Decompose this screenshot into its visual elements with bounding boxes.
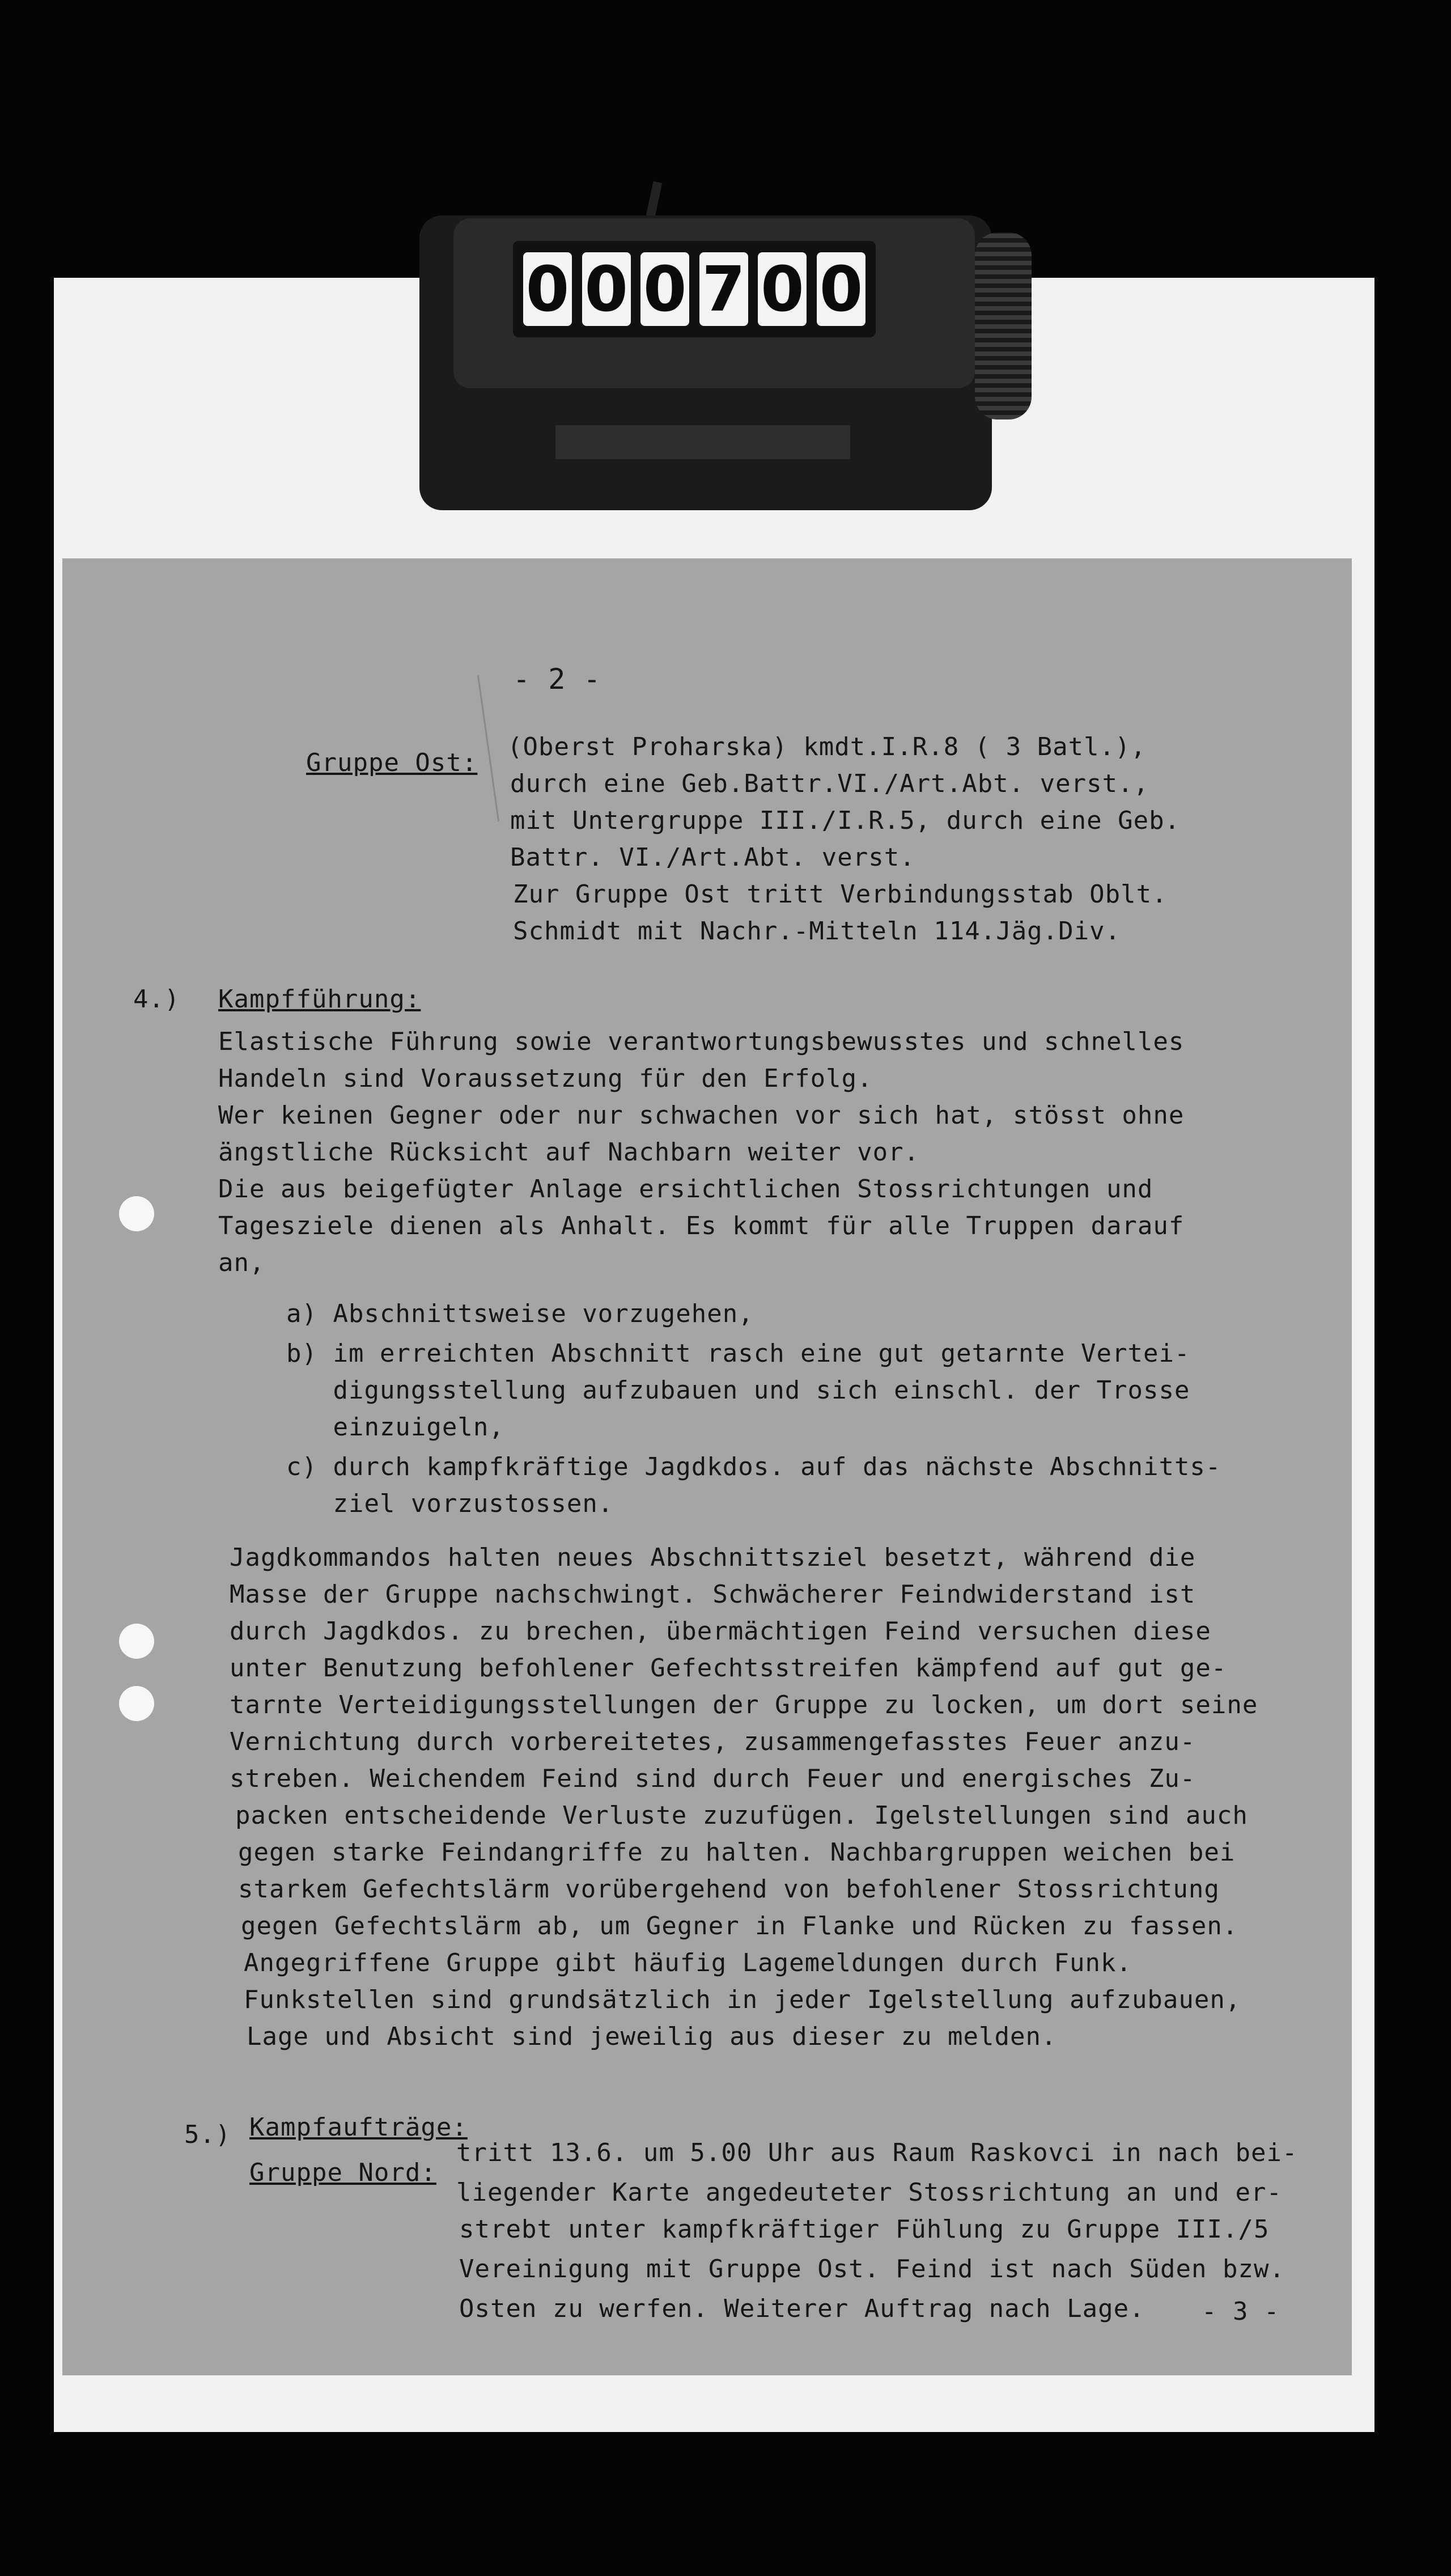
list-item: b) im erreichten Abschnitt rasch eine gut getarnte Vertei-	[286, 1339, 1190, 1368]
section-heading: Kampfführung:	[218, 985, 421, 1014]
punch-hole	[119, 1686, 154, 1721]
paragraph-line: Vernichtung durch vorbereitetes, zusammengefasstes Feuer anzu-	[230, 1727, 1196, 1756]
paragraph-line: liegender Karte angedeuteter Stossrichtung an und er-	[456, 2178, 1282, 2207]
gruppe-ost-label: Gruppe Ost:	[306, 748, 478, 777]
counter-digit: 0	[758, 252, 807, 326]
paragraph-line: Tagesziele dienen als Anhalt. Es kommt für alle Truppen darauf	[218, 1211, 1185, 1240]
page-number: - 2 -	[513, 663, 601, 696]
gruppe-ost-line: Schmidt mit Nachr.-Mitteln 114.Jäg.Div.	[513, 917, 1121, 946]
paragraph-line: durch Jagdkdos. zu brechen, übermächtigen Feind versuchen diese	[230, 1617, 1211, 1646]
frame-counter-base	[555, 425, 850, 459]
section-heading: Kampfaufträge:	[249, 2113, 468, 2142]
list-item: ziel vorzustossen.	[286, 1489, 614, 1518]
paragraph-line: Jagdkommandos halten neues Abschnittsziel besetzt, während die	[230, 1543, 1196, 1572]
paragraph-line: tarnte Verteidigungsstellungen der Gruppe zu locken, um dort seine	[230, 1690, 1258, 1719]
list-item: a) Abschnittsweise vorzugehen,	[286, 1299, 754, 1328]
section-number: 5.)	[184, 2120, 231, 2149]
paragraph-line: Vereinigung mit Gruppe Ost. Feind ist nach Süden bzw.	[459, 2255, 1285, 2283]
next-page-marker: - 3 -	[1202, 2297, 1280, 2326]
paragraph-line: Wer keinen Gegner oder nur schwachen vor sich hat, stösst ohne	[218, 1101, 1185, 1130]
paragraph-line: Lage und Absicht sind jeweilig aus dieser zu melden.	[247, 2022, 1057, 2051]
paragraph-line: streben. Weichendem Feind sind durch Feuer und energisches Zu-	[230, 1764, 1196, 1793]
paragraph-line: starkem Gefechtslärm vorübergehend von befohlener Stossrichtung	[238, 1875, 1220, 1904]
counter-digit: 0	[582, 252, 631, 326]
paragraph-line: Handeln sind Voraussetzung für den Erfolg.	[218, 1064, 873, 1093]
paragraph-line: gegen starke Feindangriffe zu halten. Nachbargruppen weichen bei	[238, 1838, 1236, 1867]
counter-digit: 0	[523, 252, 572, 326]
gruppe-ost-line: Battr. VI./Art.Abt. verst.	[510, 843, 915, 872]
paragraph-line: an,	[218, 1248, 265, 1277]
paragraph-line: Masse der Gruppe nachschwingt. Schwächerer Feindwiderstand ist	[230, 1580, 1196, 1609]
gruppe-ost-line: (Oberst Proharska) kmdt.I.R.8 ( 3 Batl.),	[507, 732, 1147, 761]
gruppe-ost-line: Zur Gruppe Ost tritt Verbindungsstab Oblt.	[513, 880, 1168, 909]
paragraph-line: unter Benutzung befohlener Gefechtsstreifen kämpfend auf gut ge-	[230, 1654, 1227, 1683]
paragraph-line: tritt 13.6. um 5.00 Uhr aus Raum Raskovci in nach bei-	[456, 2138, 1298, 2167]
paragraph-line: strebt unter kampfkräftiger Fühlung zu Gruppe III./5	[459, 2215, 1270, 2244]
paragraph-line: gegen Gefechtslärm ab, um Gegner in Flanke und Rücken zu fassen.	[241, 1912, 1238, 1941]
gruppe-ost-line: durch eine Geb.Battr.VI./Art.Abt. verst.,	[510, 769, 1149, 798]
section-number: 4.)	[133, 985, 180, 1014]
paragraph-line: Angegriffene Gruppe gibt häufig Lagemeldungen durch Funk.	[244, 1948, 1132, 1977]
counter-digit: 0	[640, 252, 689, 326]
punch-hole	[119, 1624, 154, 1659]
paragraph-line: Funkstellen sind grundsätzlich in jeder Igelstellung aufzubauen,	[244, 1985, 1241, 2014]
counter-knob-icon	[975, 232, 1032, 420]
list-item: digungsstellung aufzubauen und sich einschl. der Trosse	[286, 1376, 1190, 1405]
paragraph-line: ängstliche Rücksicht auf Nachbarn weiter vor.	[218, 1138, 920, 1167]
paragraph-line: packen entscheidende Verluste zuzufügen. Igelstellungen sind auch	[235, 1801, 1248, 1830]
punch-hole	[119, 1196, 154, 1231]
counter-digit: 0	[817, 252, 865, 326]
counter-display	[513, 241, 876, 337]
gruppe-ost-line: mit Untergruppe III./I.R.5, durch eine Geb.	[510, 806, 1181, 835]
paragraph-line: Elastische Führung sowie verantwortungsbewusstes und schnelles	[218, 1027, 1185, 1056]
paragraph-line: Osten zu werfen. Weiterer Auftrag nach Lage.	[459, 2294, 1145, 2323]
counter-digit: 7	[699, 252, 748, 326]
list-item: c) durch kampfkräftige Jagdkdos. auf das nächste Abschnitts-	[286, 1452, 1221, 1481]
list-item: einzuigeln,	[286, 1413, 504, 1442]
group-heading: Gruppe Nord:	[249, 2158, 436, 2187]
paragraph-line: Die aus beigefügter Anlage ersichtlichen Stossrichtungen und	[218, 1175, 1153, 1204]
